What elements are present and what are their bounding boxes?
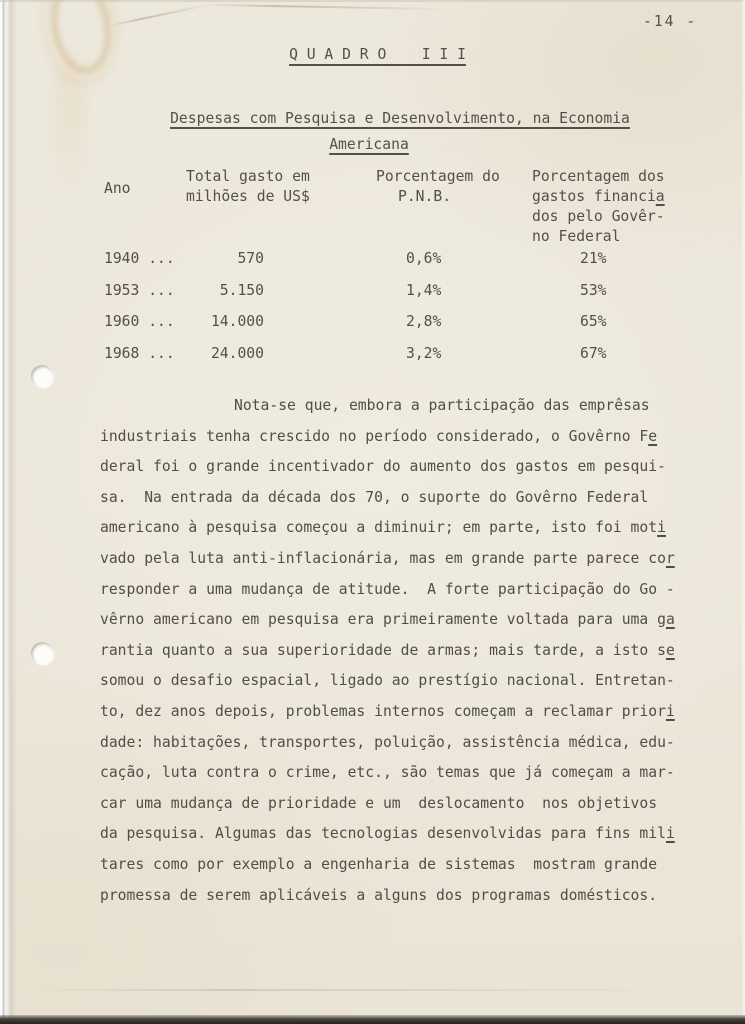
table-cell: 53% [580, 281, 607, 299]
table-cell: 24.000 [210, 344, 264, 362]
table-cell: 1940 ... [104, 250, 175, 267]
hyphenation-underline: e [648, 427, 658, 445]
paragraph-line [100, 636, 675, 667]
hyphenation-underline: i [657, 519, 666, 537]
punch-hole-bottom [31, 642, 53, 664]
paragraph-line [100, 881, 675, 912]
hyphenation-underline: r [665, 549, 675, 567]
paragraph-line [100, 819, 675, 850]
typewritten-text: no Federal [532, 228, 621, 245]
table-header-ano [104, 167, 131, 199]
paragraph-line [100, 758, 675, 789]
table-cell: 2,8% [406, 313, 442, 330]
typewritten-text: milhões de US$ [186, 188, 310, 205]
table-header-line [532, 227, 665, 247]
table-header-line [532, 207, 665, 227]
table-cell: 1,4% [406, 281, 442, 299]
typewritten-text: dade: habitações, transportes, poluição, assistência médica, edu- [100, 733, 675, 751]
typewritten-text: Total gasto em [186, 168, 310, 185]
typewritten-text: gastos financia [532, 188, 665, 205]
typewritten-text: to, dez anos depois, problemas internos começam a reclamar priori [100, 702, 675, 720]
table-header-federal [532, 167, 665, 247]
typewritten-text: industriais tenha crescido no período considerado, o Govêrno Fe [100, 427, 658, 445]
hyphenation-underline: a [665, 611, 675, 629]
typewritten-text: da pesquisa. Algumas das tecnologias desenvolvidas para fins mili [100, 825, 675, 843]
typewritten-text: vêrno americano em pesquisa era primeiramente voltada para uma ga [100, 611, 675, 629]
typewritten-text: car uma mudança de prioridade e um deslocamento nos objetivos [100, 794, 658, 812]
table-cell: 14.000 [210, 313, 264, 330]
table-cell: 21% [580, 250, 607, 267]
paragraph-line [100, 850, 675, 881]
subtitle-line-1: Despesas com Pesquisa e Desenvolvimento, na Economia [170, 110, 630, 127]
hyphenation-underline: i [665, 825, 675, 843]
table-cell: 5.150 [219, 281, 264, 299]
table-row [102, 345, 702, 377]
typewritten-text: cação, luta contra o crime, etc., são temas que já começam a mar- [100, 764, 675, 782]
body-paragraph [100, 391, 675, 911]
table-cell: 3,2% [406, 344, 442, 362]
title-wrap [0, 44, 745, 63]
paragraph-line [100, 391, 675, 422]
paragraph-line [100, 544, 675, 575]
hyphenation-underline: i [665, 702, 675, 720]
paragraph-line [100, 575, 675, 606]
paragraph-line [100, 697, 675, 728]
table-row [102, 250, 702, 282]
table-cell: 1968 ... [104, 344, 175, 362]
punch-hole-top [31, 365, 53, 387]
typewritten-text: tares como por exemplo a engenharia de sistemas mostram grande [100, 855, 658, 873]
page-number: -14 - [643, 13, 698, 30]
table-header-line [186, 167, 310, 187]
hyphenation-underline: a [655, 188, 665, 205]
typewritten-text: promessa de serem aplicáveis a alguns dos programas domésticos. [100, 886, 658, 904]
typewritten-text: Porcentagem dos [532, 168, 665, 185]
document-title: Q U A D R O I I I [289, 46, 466, 63]
table-header-line [532, 187, 665, 207]
paper-crease-bottom [30, 989, 685, 991]
table-cell: 570 [237, 250, 264, 267]
table-cell: 1953 ... [104, 281, 175, 299]
paragraph-line [100, 483, 675, 514]
table-header-line [532, 167, 665, 187]
paragraph-line [100, 513, 675, 544]
hyphenation-underline: e [665, 641, 675, 659]
typewritten-text: americano à pesquisa começou a diminuir; em parte, isto foi moti [100, 519, 666, 537]
scan-edge-top [0, 0, 745, 2]
paper-crease-top [203, 4, 448, 10]
typewritten-text: dos pelo Govêr- [532, 208, 665, 225]
table-cell: 0,6% [406, 250, 442, 267]
paper-crease-top-left [111, 4, 209, 26]
typewritten-text: sa. Na entrada da década dos 70, o suporte do Govêrno Federal [100, 488, 649, 506]
paragraph-line [100, 605, 675, 636]
typewritten-text: P.N.B. [398, 188, 452, 205]
table-row [102, 313, 702, 345]
typewritten-text: responder a uma mudança de atitude. A forte participação do Go - [100, 580, 675, 598]
typewritten-text: rantia quanto a sua superioridade de armas; mais tarde, a isto se [100, 641, 675, 659]
paragraph-line [100, 422, 675, 453]
document-subtitle [55, 106, 745, 157]
paragraph-line [100, 452, 675, 483]
table-cell: 67% [580, 344, 607, 362]
table-header-line [186, 187, 310, 207]
typewritten-text: deral foi o grande incentivador do aumento dos gastos em pesqui- [100, 458, 666, 476]
scan-edge-bottom [0, 1015, 745, 1024]
paragraph-line [100, 666, 675, 697]
scan-edge-left-shadow [10, 0, 17, 1024]
table-row [102, 282, 702, 314]
typewritten-text: vado pela luta anti-inflacionária, mas em grande parte parece cor [100, 549, 675, 567]
paragraph-line [100, 728, 675, 759]
typewritten-text: Nota-se que, embora a participação das emprêsas [234, 397, 650, 414]
table-cell: 1960 ... [104, 313, 175, 330]
scan-edge-left [0, 0, 10, 1024]
table-header-line [376, 167, 500, 187]
typewritten-text: somou o desafio espacial, ligado ao prestígio nacional. Entretan- [100, 672, 675, 690]
typewritten-text: Ano [104, 180, 131, 197]
paragraph-line [100, 789, 675, 820]
typewritten-text: Porcentagem do [376, 168, 500, 185]
subtitle-line-2: Americana [329, 135, 409, 153]
table-body [102, 250, 702, 376]
table-cell: 65% [580, 313, 607, 330]
table-header-total [186, 167, 310, 207]
table-header-line [376, 187, 500, 207]
table-header-line [104, 179, 131, 199]
table-header-pnb [376, 167, 500, 207]
